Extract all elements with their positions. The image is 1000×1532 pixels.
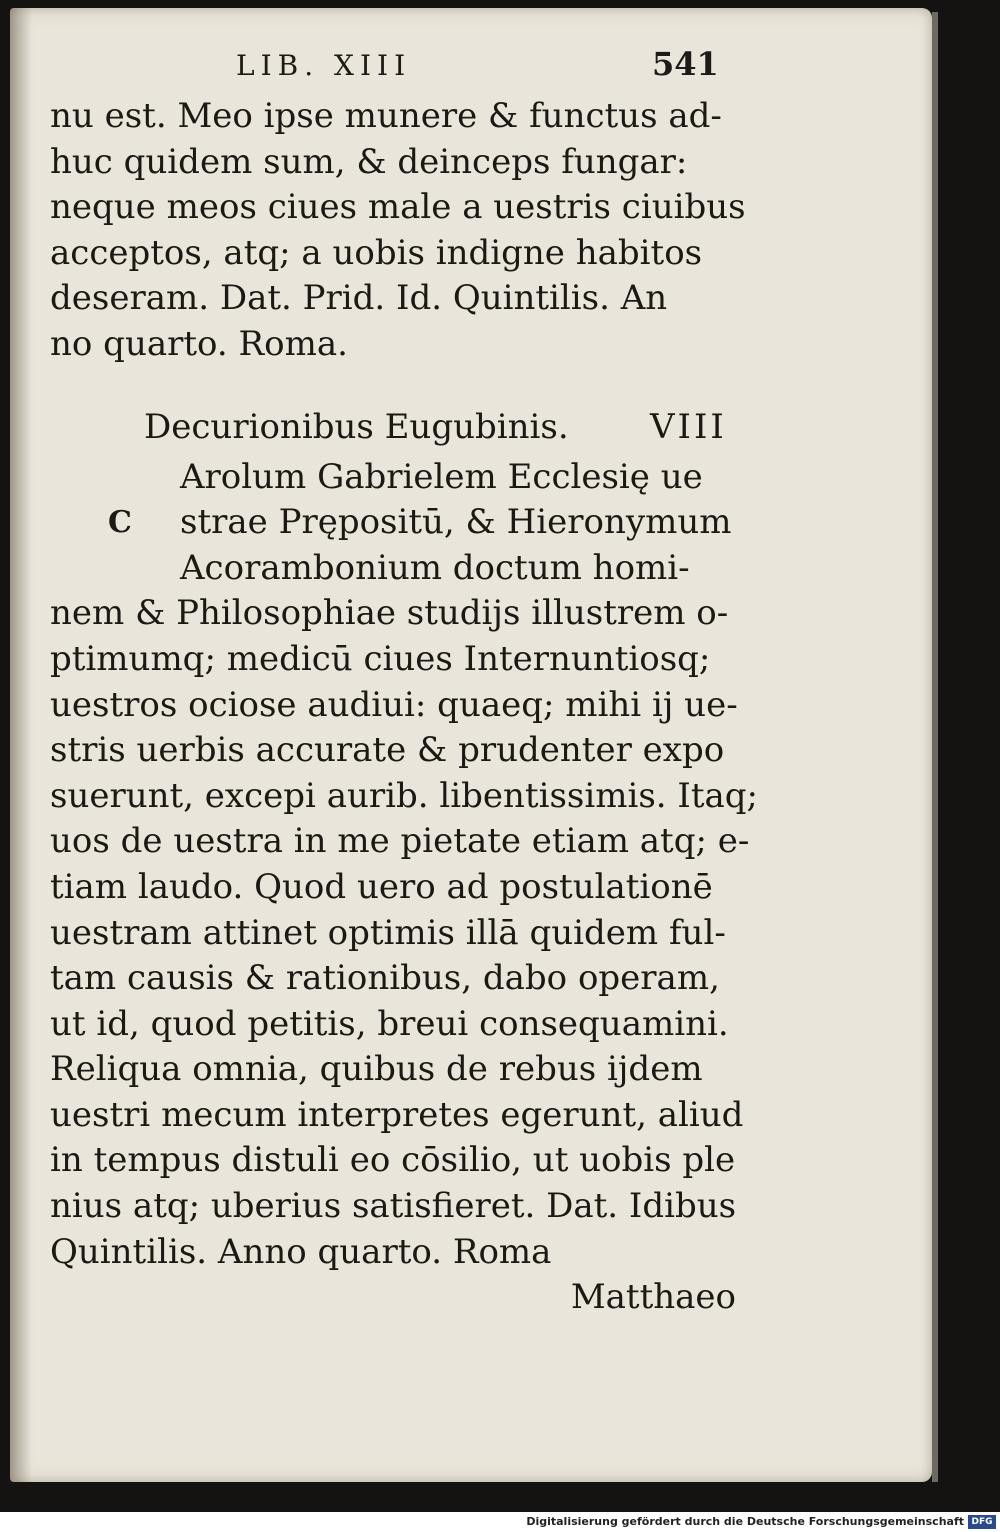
- text-line: Acorambonium doctum homi-: [180, 547, 690, 588]
- section-gap: [50, 368, 740, 399]
- text-line: no quarto. Roma.: [50, 323, 348, 364]
- letter-addressee: Decurionibus Eugubinis.: [144, 406, 569, 447]
- text-line: huc quidem sum, & deinceps fungar:: [50, 141, 688, 182]
- page-text: [50, 94, 758, 1321]
- guide-letter: C: [108, 505, 132, 541]
- text-line: nem & Philosophiae studijs illustrem o-: [50, 593, 729, 634]
- page-number: 541: [652, 45, 719, 83]
- page-gutter-shadow: [10, 8, 32, 1482]
- catchword: Matthaeo: [570, 1277, 736, 1318]
- text-line: uestros ociose audiui: quaeq; mihi ij ue-: [50, 684, 738, 725]
- text-line: tiam laudo. Quod uero ad postulationē: [50, 866, 713, 907]
- text-line: uos de uestra in me pietate etiam atq; e-: [50, 821, 750, 862]
- text-line: neque meos ciues male a uestris ciuibus: [50, 187, 746, 228]
- text-line: ptimumq; medicū ciues Internuntiosq;: [50, 638, 711, 679]
- text-line: ut id, quod petitis, breui consequamini.: [50, 1003, 729, 1044]
- letter-number: VIII: [650, 406, 727, 447]
- text-line: acceptos, atq; a uobis indigne habitos: [50, 232, 703, 273]
- text-line: suerunt, excepi aurib. libentissimis. Itaq;: [50, 775, 758, 816]
- text-line: Arolum Gabrielem Ecclesię ue: [180, 456, 703, 497]
- text-line: in tempus distuli eo cōsilio, ut uobis ple: [50, 1140, 736, 1181]
- running-title: LIB. XIII: [236, 49, 412, 82]
- text-line: deseram. Dat. Prid. Id. Quintilis. An: [50, 278, 668, 319]
- text-line: nius atq; uberius satisfieret. Dat. Idibus: [50, 1186, 737, 1227]
- page-edge: [932, 12, 938, 1482]
- text-line: stris uerbis accurate & prudenter expo: [50, 730, 725, 771]
- text-line-with-guide-letter: [50, 500, 740, 546]
- text-line: strae Prępositū, & Hieronymum: [180, 502, 732, 543]
- text-line: uestram attinet optimis illā quidem ful-: [50, 912, 726, 953]
- text-line: tam causis & rationibus, dabo operam,: [50, 958, 720, 999]
- footer-bar: [0, 1512, 1000, 1532]
- text-line: Quintilis. Anno quarto. Roma: [50, 1231, 552, 1272]
- text-line: Reliqua omnia, quibus de rebus ijdem: [50, 1049, 703, 1090]
- text-line: nu est. Meo ipse munere & functus ad-: [50, 96, 722, 136]
- text-line: uestri mecum interpretes egerunt, aliud: [50, 1094, 744, 1135]
- funding-notice: Digitalisierung gefördert durch die Deutsche Forschungsgemeinschaft: [526, 1515, 964, 1528]
- dfg-logo: DFG: [968, 1515, 996, 1529]
- letter-heading: [50, 399, 740, 455]
